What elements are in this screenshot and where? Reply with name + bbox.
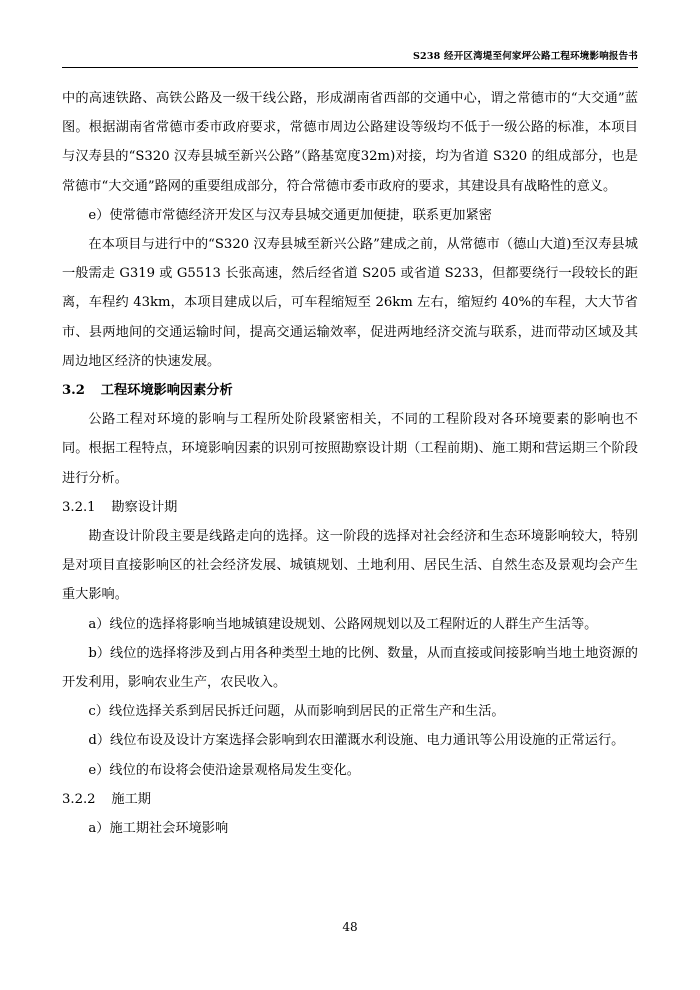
section-number-3-2-2: 3.2.2	[62, 791, 96, 807]
list-item: c）线位选择关系到居民拆迁问题，从而影响到居民的正常生产和生活。	[88, 704, 505, 720]
section-3-2-1-body: 勘查设计阶段主要是线路走向的选择。这一阶段的选择对社会经济和生态环境影响较大，特别是对项目直接影响区的社会经济发展、城镇规划、土地利用、居民生活、自然生态及景观均会产生重大影响。	[62, 529, 638, 603]
section-title-3-2-2: 施工期	[111, 791, 151, 807]
section-heading-3-2-2	[62, 785, 638, 814]
paragraph-route-comparison: 在本项目与进行中的“S320 汉寿县城至新兴公路”建成之前，从常德市（德山大道)至汉寿县城一般需走 G319 或 G5513 长张高速，然后经省道 S205 或省道 S233，但都要绕行一段较长的距离，车程约 43km，本项目建成以后，可车程缩短至 26km 左右，缩短约 40%的车程，大大节省市、县两地间的交通运输时间，提高交通运输效率，促进两地经济交流与联系，进而带动区域及其周边地区经济的快速发展。	[62, 237, 638, 369]
paragraph-continuation: 中的高速铁路、高铁公路及一级干线公路，形成湖南省西部的交通中心，谓之常德市的“大交通”蓝图。根据湖南省常德市委市政府要求，常德市周边公路建设等级均不低于一级公路的标准，本项目与汉寿县的“S320 汉寿县城至新兴公路”（路基宽度32m)对接，均为省道 S320 的组成部分，也是常德市“大交通”路网的重要组成部分，符合常德市委市政府的要求，其建设具有战略性的意义。	[62, 91, 638, 194]
header-divider	[62, 67, 638, 68]
list-item: b）线位的选择将涉及到占用各种类型土地的比例、数量，从而直接或间接影响当地土地资源的开发利用，影响农业生产，农民收入。	[62, 645, 638, 691]
list-item: e）线位的布设将会使沿途景观格局发生变化。	[88, 762, 360, 778]
list-item: a）线位的选择将影响当地城镇建设规划、公路网规划以及工程附近的人群生产生活等。	[88, 616, 598, 632]
page-number: 48	[342, 920, 358, 934]
list-item: d）线位布设及设计方案选择会影响到农田灌溉水利设施、电力通讯等公用设施的正常运行。	[88, 733, 625, 749]
section-number-3-2-1: 3.2.1	[62, 499, 96, 515]
page-header: S238 经开区湾堤至何家坪公路工程环境影响报告书	[413, 51, 638, 62]
list-item: a）施工期社会环境影响	[88, 821, 229, 837]
section-number-3-2: 3.2	[62, 383, 85, 399]
section-title-3-2-1: 勘察设计期	[111, 499, 178, 515]
section-3-2-body: 公路工程对环境的影响与工程所处阶段紧密相关，不同的工程阶段对各环境要素的影响也不同。根据工程特点，环境影响因素的识别可按照勘察设计期（工程前期)、施工期和营运期三个阶段进行分析。	[62, 412, 638, 486]
page-content	[62, 84, 638, 843]
paragraph-e-benefit: e）使常德市常德经济开发区与汉寿县城交通更加便捷，联系更加紧密	[88, 207, 492, 223]
section-heading-3-2-1	[62, 493, 638, 522]
section-title-3-2: 工程环境影响因素分析	[100, 383, 233, 399]
section-heading-3-2	[62, 376, 638, 405]
